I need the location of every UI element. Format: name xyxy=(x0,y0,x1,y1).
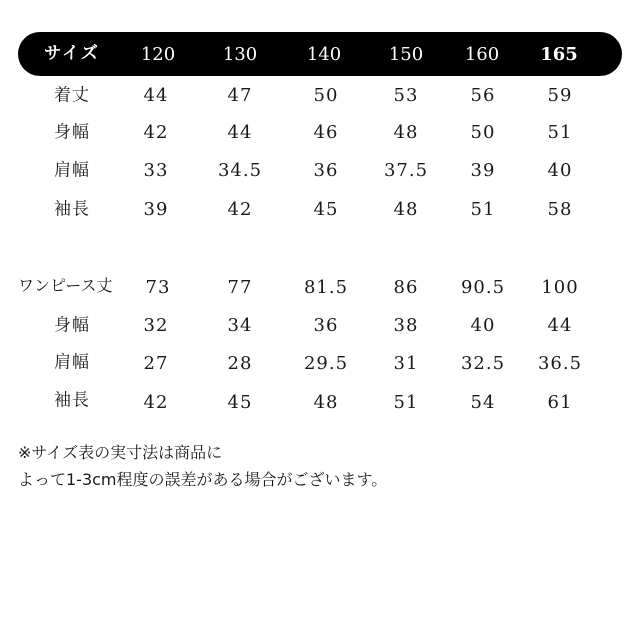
size-header-140: 140 xyxy=(306,44,342,65)
value-cell: 45 xyxy=(227,392,253,413)
row-label-body-width: 身幅 xyxy=(54,122,90,143)
value-cell: 27 xyxy=(143,353,169,374)
row-label-sleeve-length: 袖長 xyxy=(54,390,90,411)
value-cell: 32 xyxy=(143,315,169,336)
value-cell: 86 xyxy=(393,277,419,298)
value-cell: 31 xyxy=(393,353,419,374)
value-cell: 34.5 xyxy=(217,160,263,181)
value-cell: 34 xyxy=(227,315,253,336)
value-cell: 39 xyxy=(470,160,496,181)
size-header-120: 120 xyxy=(140,44,176,65)
value-cell: 36 xyxy=(313,315,339,336)
value-cell: 44 xyxy=(143,85,169,106)
value-cell: 29.5 xyxy=(303,353,349,374)
row-label-length: 着丈 xyxy=(54,85,90,106)
value-cell: 44 xyxy=(547,315,573,336)
size-note-line-2: よって1-3cm程度の誤差がある場合がございます。 xyxy=(18,470,388,489)
value-cell: 77 xyxy=(227,277,253,298)
value-cell: 36.5 xyxy=(537,353,583,374)
value-cell: 54 xyxy=(470,392,496,413)
value-cell: 51 xyxy=(547,122,573,143)
value-cell: 45 xyxy=(313,199,339,220)
value-cell: 36 xyxy=(313,160,339,181)
value-cell: 42 xyxy=(143,392,169,413)
row-label-shoulder-width: 肩幅 xyxy=(54,352,90,373)
row-label-shoulder-width: 肩幅 xyxy=(54,160,90,181)
value-cell: 46 xyxy=(313,122,339,143)
value-cell: 59 xyxy=(547,85,573,106)
value-cell: 48 xyxy=(313,392,339,413)
row-label-sleeve-length: 袖長 xyxy=(54,199,90,220)
value-cell: 44 xyxy=(227,122,253,143)
value-cell: 53 xyxy=(393,85,419,106)
value-cell: 28 xyxy=(227,353,253,374)
value-cell: 38 xyxy=(393,315,419,336)
value-cell: 39 xyxy=(143,199,169,220)
value-cell: 37.5 xyxy=(383,160,429,181)
size-header-label: サイズ xyxy=(44,43,100,64)
size-header-150: 150 xyxy=(388,44,424,65)
size-note-line-1: ※サイズ表の実寸法は商品に xyxy=(18,443,223,462)
value-cell: 56 xyxy=(470,85,496,106)
value-cell: 58 xyxy=(547,199,573,220)
value-cell: 40 xyxy=(547,160,573,181)
size-header-165: 165 xyxy=(540,44,578,65)
value-cell: 47 xyxy=(227,85,253,106)
row-label-body-width: 身幅 xyxy=(54,315,90,336)
value-cell: 33 xyxy=(143,160,169,181)
value-cell: 50 xyxy=(470,122,496,143)
value-cell: 48 xyxy=(393,199,419,220)
value-cell: 100 xyxy=(541,277,579,298)
size-header-130: 130 xyxy=(222,44,258,65)
value-cell: 73 xyxy=(145,277,171,298)
value-cell: 42 xyxy=(227,199,253,220)
value-cell: 61 xyxy=(547,392,573,413)
value-cell: 48 xyxy=(393,122,419,143)
value-cell: 42 xyxy=(143,122,169,143)
value-cell: 90.5 xyxy=(460,277,506,298)
value-cell: 81.5 xyxy=(303,277,349,298)
value-cell: 51 xyxy=(470,199,496,220)
value-cell: 51 xyxy=(393,392,419,413)
value-cell: 50 xyxy=(313,85,339,106)
value-cell: 32.5 xyxy=(460,353,506,374)
value-cell: 40 xyxy=(470,315,496,336)
row-label-dress-length: ワンピース丈 xyxy=(18,276,113,295)
size-header-160: 160 xyxy=(464,44,500,65)
